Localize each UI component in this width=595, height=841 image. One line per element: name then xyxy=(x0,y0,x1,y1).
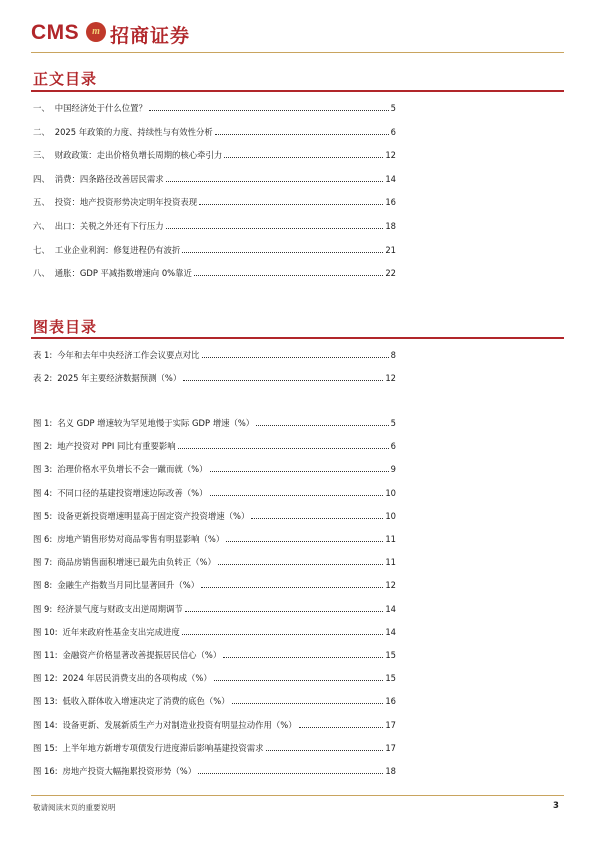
figure-entry-title: 近年来政府性基金支出完成进度 xyxy=(62,626,180,637)
toc-entry-page-number: 16 xyxy=(385,197,396,208)
contents-title: 正文目录 xyxy=(33,70,98,88)
figure-entry-row[interactable] xyxy=(33,717,396,731)
figure-entry-page-number: 11 xyxy=(385,534,396,544)
toc-entry-row[interactable] xyxy=(33,147,396,161)
figure-entry-number: 图 2: xyxy=(33,441,53,452)
figure-entry-number: 图 14: xyxy=(33,719,58,730)
table-entry-leader-dots xyxy=(202,357,389,358)
logo-cms-text: CMS xyxy=(31,21,80,44)
figure-entry-leader-dots xyxy=(210,471,389,472)
footer-disclaimer: 敬请阅读末页的重要说明 xyxy=(33,803,116,812)
toc-entry-number: 二、 xyxy=(33,126,50,137)
figure-entry-page-number: 10 xyxy=(385,487,396,498)
figure-entry-number: 图 5: xyxy=(33,510,53,521)
footer-divider xyxy=(31,795,564,796)
figure-entry-title: 名义 GDP 增速较为罕见地慢于实际 GDP 增速（%） xyxy=(57,418,255,428)
figure-entry-number: 图 3: xyxy=(33,464,53,475)
figure-entry-number: 图 9: xyxy=(33,603,53,614)
toc-entry-number: 三、 xyxy=(33,150,50,161)
toc-entry-title: 财政政策：走出价格负增长周期的核心牵引力 xyxy=(54,150,223,161)
figure-entry-leader-dots xyxy=(178,448,389,449)
table-entry-leader-dots xyxy=(183,380,383,381)
figure-entry-row[interactable] xyxy=(33,763,396,777)
figure-entry-number: 图 1: xyxy=(33,418,53,428)
figure-entry-leader-dots xyxy=(226,541,383,542)
table-entry-title: 今年和去年中央经济工作会议要点对比 xyxy=(57,350,200,360)
figure-entry-page-number: 6 xyxy=(390,441,396,452)
toc-entry-title: 工业企业利润：修复进程仍有波折 xyxy=(54,244,181,255)
figure-entry-title: 房地产销售形势对商品零售有明显影响（%） xyxy=(57,534,225,544)
toc-entry-number: 五、 xyxy=(33,197,50,208)
figure-entry-row[interactable] xyxy=(33,415,396,429)
figure-entry-row[interactable] xyxy=(33,670,396,684)
toc-entry-leader-dots xyxy=(182,252,383,253)
figure-entry-title: 地产投资对 PPI 同比有重要影响 xyxy=(57,441,176,452)
figure-entry-leader-dots xyxy=(256,425,389,426)
figure-entry-row[interactable] xyxy=(33,693,396,707)
figure-entry-leader-dots xyxy=(232,703,384,704)
table-entry-title: 2025 年主要经济数据预测（%） xyxy=(57,373,182,383)
figure-entry-row[interactable] xyxy=(33,647,396,661)
toc-entry-leader-dots xyxy=(194,275,383,276)
figure-entry-title: 治理价格水平负增长不会一蹴而就（%） xyxy=(57,464,208,475)
toc-entry-page-number: 6 xyxy=(390,126,396,137)
figure-entry-number: 图 16: xyxy=(33,766,58,776)
toc-entry-page-number: 22 xyxy=(385,268,396,279)
figure-entry-title: 上半年地方新增专项债发行进度滞后影响基建投资需求 xyxy=(62,742,264,753)
toc-entry-row[interactable] xyxy=(33,100,396,114)
figure-entry-title: 设备更新、发展新质生产力对制造业投资有明显拉动作用（%） xyxy=(62,719,297,730)
figure-entry-title: 金融生产指数当月同比显著回升（%） xyxy=(57,580,200,591)
logo-company-name: 招商证券 xyxy=(110,25,191,47)
toc-entry-number: 四、 xyxy=(33,173,50,184)
figure-entry-page-number: 18 xyxy=(385,766,396,776)
figure-entry-leader-dots xyxy=(218,564,383,565)
figure-entry-page-number: 17 xyxy=(385,719,396,730)
page-number: 3 xyxy=(553,801,559,811)
figure-entry-title: 金融资产价格显著改善提振居民信心（%） xyxy=(62,650,222,660)
toc-entry-row[interactable] xyxy=(33,171,396,185)
figure-entry-leader-dots xyxy=(299,727,384,728)
toc-entry-leader-dots xyxy=(224,157,383,158)
toc-entry-row[interactable] xyxy=(33,242,396,256)
toc-entry-leader-dots xyxy=(166,181,384,182)
toc-entry-page-number: 18 xyxy=(385,221,396,231)
toc-entry-title: 通胀：GDP 平减指数增速向 0%靠近 xyxy=(54,268,192,279)
toc-entry-row[interactable] xyxy=(33,124,396,138)
toc-entry-title: 中国经济处于什么位置？ xyxy=(54,103,147,113)
figure-entry-number: 图 15: xyxy=(33,742,58,753)
figure-entry-number: 图 12: xyxy=(33,673,58,684)
figure-entry-leader-dots xyxy=(201,587,383,588)
figure-entry-leader-dots xyxy=(251,518,383,519)
figure-entry-title: 低收入群体收入增速决定了消费的底色（%） xyxy=(62,696,230,707)
charts-title: 图表目录 xyxy=(33,318,98,336)
figure-entry-leader-dots xyxy=(214,680,384,681)
figure-entry-number: 图 6: xyxy=(33,534,53,544)
figure-entry-page-number: 12 xyxy=(385,580,396,591)
figure-entry-page-number: 14 xyxy=(385,626,396,637)
figure-entry-page-number: 17 xyxy=(385,742,396,753)
figure-entry-row[interactable] xyxy=(33,624,396,638)
toc-entry-row[interactable] xyxy=(33,194,396,208)
toc-entry-page-number: 5 xyxy=(390,103,396,113)
figure-entry-row[interactable] xyxy=(33,461,396,475)
toc-entry-number: 七、 xyxy=(33,244,50,255)
figure-entry-row[interactable] xyxy=(33,740,396,754)
figure-entry-title: 经济景气度与财政支出逆周期调节 xyxy=(57,603,183,614)
figure-entry-row[interactable] xyxy=(33,438,396,452)
figure-entry-leader-dots xyxy=(182,634,384,635)
figure-entry-page-number: 11 xyxy=(385,557,396,568)
charts-title-rule xyxy=(31,337,564,339)
toc-entry-page-number: 12 xyxy=(385,150,396,161)
figure-entry-number: 图 4: xyxy=(33,487,53,498)
figure-entry-leader-dots xyxy=(198,773,383,774)
figure-entry-row[interactable] xyxy=(33,531,396,545)
figure-entry-number: 图 10: xyxy=(33,626,58,637)
toc-entry-page-number: 21 xyxy=(385,244,396,255)
figure-entry-title: 不同口径的基建投资增速边际改善（%） xyxy=(57,487,208,498)
figure-entry-number: 图 7: xyxy=(33,557,53,568)
table-entry-page-number: 12 xyxy=(385,373,396,383)
toc-entry-row[interactable] xyxy=(33,218,396,232)
toc-entry-leader-dots xyxy=(149,110,389,111)
figure-entry-page-number: 5 xyxy=(390,418,396,428)
figure-entry-number: 图 11: xyxy=(33,650,58,660)
figure-entry-number: 图 8: xyxy=(33,580,53,591)
table-entry-page-number: 8 xyxy=(390,350,396,360)
table-entry-number: 表 2: xyxy=(33,373,53,383)
figure-entry-title: 房地产投资大幅拖累投资形势（%） xyxy=(62,766,197,776)
figure-entry-page-number: 16 xyxy=(385,696,396,707)
toc-entry-title: 出口：关税之外还有下行压力 xyxy=(54,221,164,231)
figure-entry-row[interactable] xyxy=(33,508,396,522)
figure-entry-title: 设备更新投资增速明显高于固定资产投资增速（%） xyxy=(57,510,250,521)
header-divider xyxy=(31,52,564,53)
figure-entry-row[interactable] xyxy=(33,601,396,615)
figure-entry-page-number: 14 xyxy=(385,603,396,614)
table-entry-row[interactable] xyxy=(33,370,396,384)
figure-entry-leader-dots xyxy=(210,495,384,496)
figure-entry-row[interactable] xyxy=(33,485,396,499)
figure-entry-leader-dots xyxy=(185,611,384,612)
figure-entry-number: 图 13: xyxy=(33,696,58,707)
toc-entry-number: 一、 xyxy=(33,103,50,113)
contents-title-rule xyxy=(31,90,564,92)
figure-entry-title: 2024 年居民消费支出的各项构成（%） xyxy=(62,673,212,684)
toc-entry-leader-dots xyxy=(166,228,384,229)
toc-entry-title: 2025 年政策的力度、持续性与有效性分析 xyxy=(54,126,213,137)
toc-entry-number: 八、 xyxy=(33,268,50,279)
figure-entry-page-number: 10 xyxy=(385,510,396,521)
toc-entry-number: 六、 xyxy=(33,221,50,231)
toc-entry-leader-dots xyxy=(215,134,389,135)
toc-entry-leader-dots xyxy=(199,204,383,205)
logo-emblem-icon: m xyxy=(86,22,106,42)
figure-entry-page-number: 15 xyxy=(385,673,396,684)
table-entry-number: 表 1: xyxy=(33,350,53,360)
figure-entry-row[interactable] xyxy=(33,577,396,591)
figure-entry-page-number: 15 xyxy=(385,650,396,660)
toc-entry-row[interactable] xyxy=(33,265,396,279)
figure-entry-title: 商品房销售面积增速已最先由负转正（%） xyxy=(57,557,216,568)
toc-entry-title: 消费：四条路径改善居民需求 xyxy=(54,173,164,184)
figure-entry-page-number: 9 xyxy=(390,464,396,475)
toc-entry-page-number: 14 xyxy=(385,173,396,184)
figure-entry-row[interactable] xyxy=(33,554,396,568)
figure-entry-leader-dots xyxy=(223,657,383,658)
toc-entry-title: 投资：地产投资形势决定明年投资表现 xyxy=(54,197,198,208)
figure-entry-leader-dots xyxy=(266,750,384,751)
page-header xyxy=(0,0,595,56)
table-entry-row[interactable] xyxy=(33,347,396,361)
